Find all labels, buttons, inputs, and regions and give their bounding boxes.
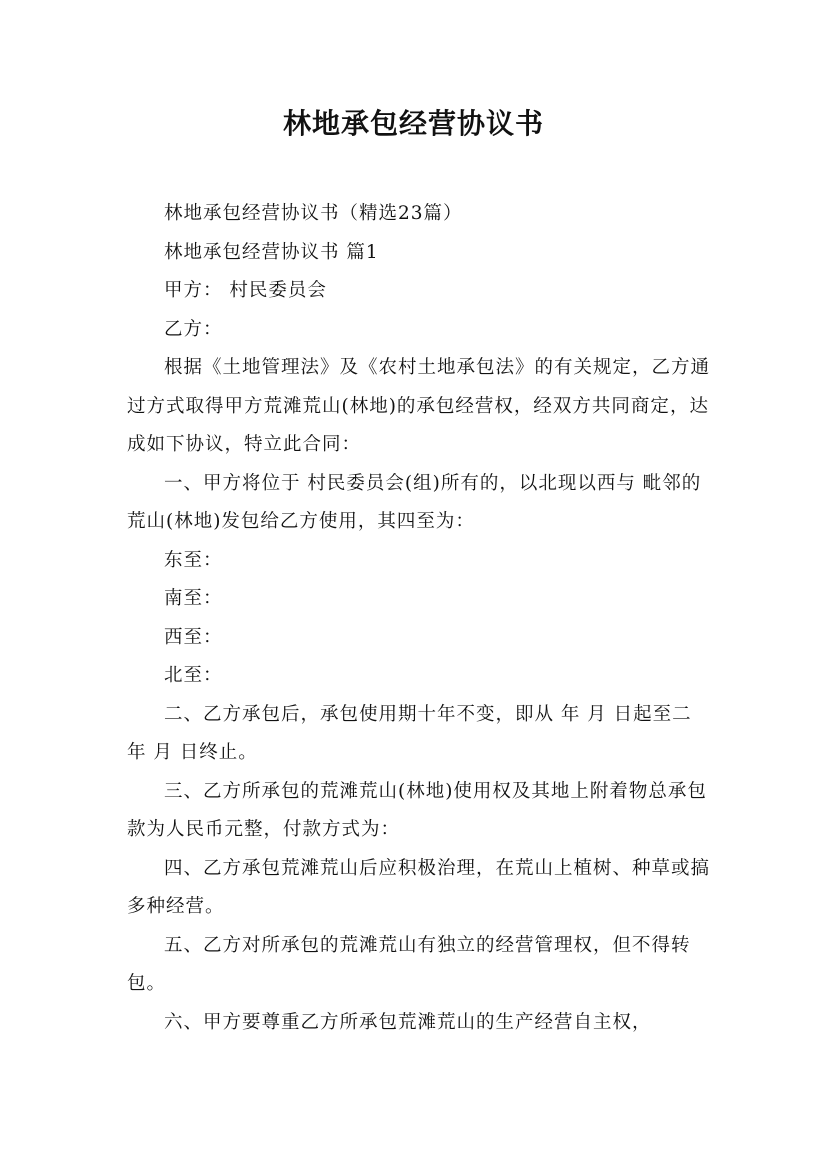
paragraph-section-heading: 林地承包经营协议书 篇1 <box>164 241 379 263</box>
paragraph-subtitle: 林地承包经营协议书（精选23篇） <box>164 203 463 224</box>
paragraph-clause-6: 六、甲方要尊重乙方所承包荒滩荒山的生产经营自主权， <box>164 1011 652 1033</box>
paragraph-clause-5: 五、乙方对所承包的荒滩荒山有独立的经营管理权，但不得转包。 <box>127 934 691 994</box>
document-title: 林地承包经营协议书 <box>282 107 544 140</box>
paragraph-party-b: 乙方： <box>164 318 223 340</box>
paragraph-boundary-south: 南至： <box>164 588 223 609</box>
paragraph-clause-1: 一、甲方将位于 村民委员会(组)所有的，以北现以西与 毗邻的荒山(林地)发包给乙方使用，其四至为： <box>127 472 702 532</box>
paragraph-boundary-north: 北至： <box>164 665 223 686</box>
paragraph-clause-4: 四、乙方承包荒滩荒山后应积极治理，在荒山上植树、种草或搞多种经营。 <box>127 857 711 917</box>
paragraph-clause-3: 三、乙方所承包的荒滩荒山(林地)使用权及其地上附着物总承包款为人民币元整，付款方式为： <box>127 780 707 840</box>
paragraph-preamble: 根据《土地管理法》及《农村土地承包法》的有关规定，乙方通过方式取得甲方荒滩荒山(林地)的承包经营权，经双方共同商定，达成如下协议，特立此合同： <box>127 357 711 455</box>
paragraph-clause-2: 二、乙方承包后，承包使用期十年不变，即从 年 月 日起至二 年 月 日终止。 <box>127 703 699 763</box>
paragraph-boundary-east: 东至： <box>164 549 223 571</box>
paragraph-party-a: 甲方： 村民委员会 <box>164 280 327 301</box>
document-body <box>127 195 717 1042</box>
paragraph-boundary-west: 西至： <box>164 626 223 648</box>
